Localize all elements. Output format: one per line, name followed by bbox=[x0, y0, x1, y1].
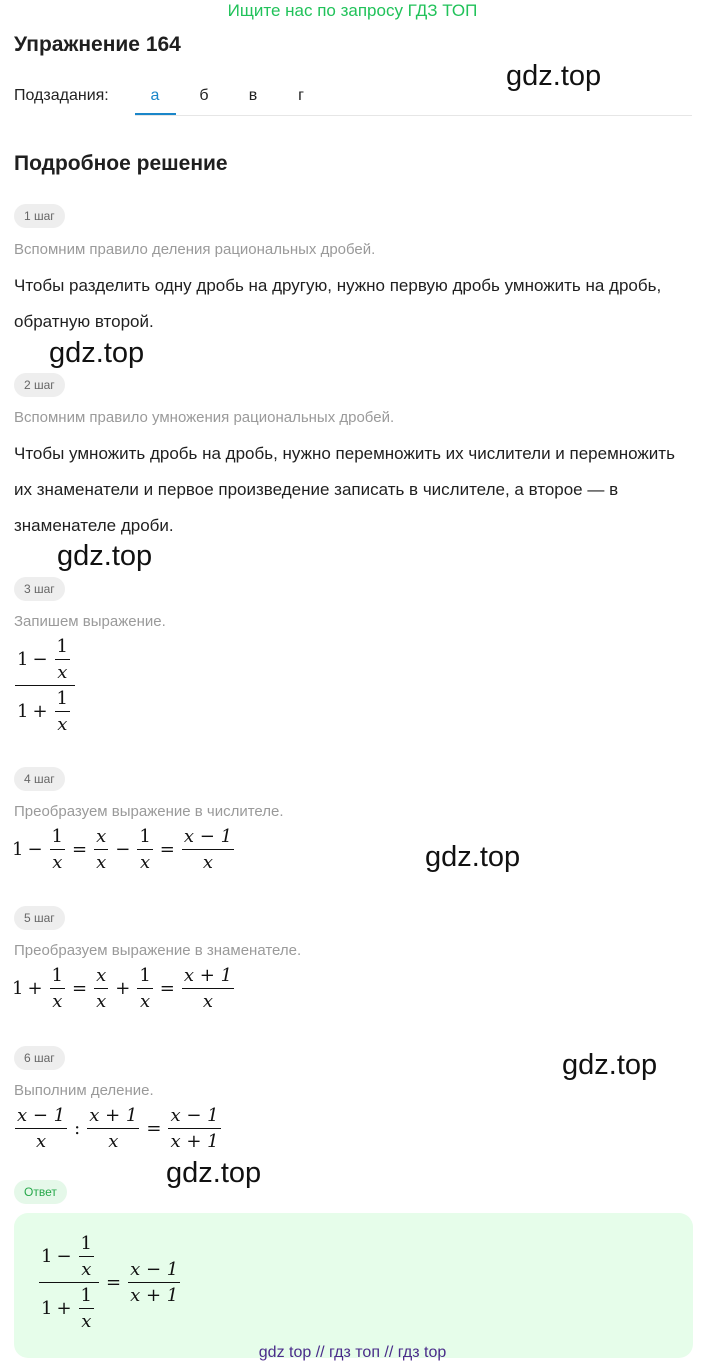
math-token: 1 bbox=[41, 1298, 53, 1319]
watermark: gdz.top bbox=[506, 60, 602, 92]
subtasks-label: Подзадания: bbox=[14, 87, 109, 104]
tab-v[interactable]: в bbox=[248, 87, 258, 104]
math-token: − bbox=[56, 1246, 72, 1267]
math-token: 1 bbox=[12, 839, 24, 860]
formula-step5 bbox=[12, 965, 237, 1012]
math-token: 1 bbox=[17, 701, 29, 722]
tabs-divider bbox=[135, 115, 692, 116]
math-token: 1 bbox=[41, 1246, 53, 1267]
step-text: Чтобы умножить дробь на дробь, нужно перемножить их числители и перемножить их знаменатели и первое произведение записать в числителе, а второе — в знаменателе дроби. bbox=[14, 444, 675, 535]
math-token: = bbox=[72, 839, 88, 860]
math-token: 1 bbox=[80, 1285, 92, 1306]
step-badge: 4 шаг bbox=[14, 767, 65, 791]
step-badge: 5 шаг bbox=[14, 906, 65, 930]
step-hint: Вспомним правило умножения рациональных дробей. bbox=[14, 409, 395, 426]
solution-title: Подробное решение bbox=[14, 152, 228, 175]
step-hint: Преобразуем выражение в числителе. bbox=[14, 803, 284, 820]
math-token: 1 bbox=[56, 636, 68, 657]
math-token: x bbox=[94, 849, 108, 873]
math-token: x − 1 bbox=[170, 1105, 219, 1126]
math-token: x + 1 bbox=[128, 1282, 180, 1306]
math-token: x − 1 bbox=[130, 1259, 179, 1280]
math-token: = bbox=[146, 1118, 162, 1139]
math-token: x + 1 bbox=[168, 1128, 220, 1152]
math-token: 1 bbox=[12, 978, 24, 999]
math-token: 1 bbox=[51, 826, 63, 847]
math-token: 1 bbox=[80, 1233, 92, 1254]
math-token: 1 bbox=[56, 688, 68, 709]
formula-step4 bbox=[12, 826, 237, 873]
complex-fraction bbox=[15, 636, 75, 735]
answer-formula bbox=[36, 1233, 183, 1332]
watermark: gdz.top bbox=[57, 540, 153, 572]
math-token: − bbox=[115, 839, 131, 860]
math-token: + bbox=[115, 978, 131, 999]
formula-step3 bbox=[12, 636, 78, 735]
tab-g[interactable]: г bbox=[298, 87, 304, 104]
math-token: + bbox=[56, 1298, 72, 1319]
math-token: x bbox=[96, 826, 107, 847]
math-token: 1 bbox=[139, 965, 151, 986]
math-token: = bbox=[72, 978, 88, 999]
watermark: gdz.top bbox=[166, 1157, 262, 1189]
complex-fraction bbox=[39, 1233, 99, 1332]
math-token: x + 1 bbox=[89, 1105, 138, 1126]
math-token: x bbox=[79, 1308, 94, 1332]
watermark: gdz.top bbox=[49, 337, 145, 369]
math-token: x bbox=[50, 849, 65, 873]
math-token: x bbox=[96, 965, 107, 986]
step-badge: 2 шаг bbox=[14, 373, 65, 397]
step-hint: Запишем выражение. bbox=[14, 613, 166, 630]
step-badge: 6 шаг bbox=[14, 1046, 65, 1070]
step-hint: Преобразуем выражение в знаменателе. bbox=[14, 942, 302, 959]
math-token: x bbox=[137, 988, 152, 1012]
math-token: x − 1 bbox=[183, 826, 233, 847]
math-token: x bbox=[55, 659, 70, 683]
math-token: x bbox=[182, 849, 234, 873]
math-token: x bbox=[55, 711, 70, 735]
math-token: x bbox=[15, 1128, 67, 1152]
top-banner: Ищите нас по запросу ГДЗ ТОП bbox=[227, 1, 478, 20]
formula-step6 bbox=[12, 1105, 224, 1152]
tab-a[interactable]: а bbox=[150, 87, 160, 104]
math-token: x − 1 bbox=[17, 1105, 66, 1126]
exercise-title: Упражнение 164 bbox=[14, 33, 181, 56]
math-token: − bbox=[27, 839, 43, 860]
watermark: gdz.top bbox=[425, 841, 521, 873]
math-token: = bbox=[106, 1272, 122, 1293]
math-token: x + 1 bbox=[183, 965, 233, 986]
math-token: 1 bbox=[139, 826, 151, 847]
math-token: x bbox=[182, 988, 234, 1012]
step-text: Чтобы разделить одну дробь на другую, нужно первую дробь умножить на дробь, обратную второй. bbox=[14, 276, 662, 331]
step-hint: Выполним деление. bbox=[14, 1082, 154, 1099]
step-badge: 1 шаг bbox=[14, 204, 65, 228]
math-token: = bbox=[159, 839, 175, 860]
watermark: gdz.top bbox=[562, 1049, 658, 1081]
math-token: = bbox=[159, 978, 175, 999]
math-token: x bbox=[137, 849, 152, 873]
math-token: + bbox=[27, 978, 43, 999]
tab-b[interactable]: б bbox=[199, 87, 209, 104]
math-token: x bbox=[79, 1256, 94, 1280]
math-token: − bbox=[32, 649, 48, 670]
math-token: + bbox=[32, 701, 48, 722]
step-hint: Вспомним правило деления рациональных дробей. bbox=[14, 241, 376, 258]
math-token: x bbox=[94, 988, 108, 1012]
math-token: 1 bbox=[51, 965, 63, 986]
footer-links[interactable]: gdz top // гдз топ // гдз top bbox=[258, 1344, 447, 1361]
step-badge: 3 шаг bbox=[14, 577, 65, 601]
math-token: : bbox=[74, 1118, 81, 1139]
math-token: x bbox=[87, 1128, 139, 1152]
answer-badge: Ответ bbox=[14, 1180, 67, 1204]
math-token: x bbox=[50, 988, 65, 1012]
math-token: 1 bbox=[17, 649, 29, 670]
active-tab-indicator bbox=[135, 113, 176, 115]
